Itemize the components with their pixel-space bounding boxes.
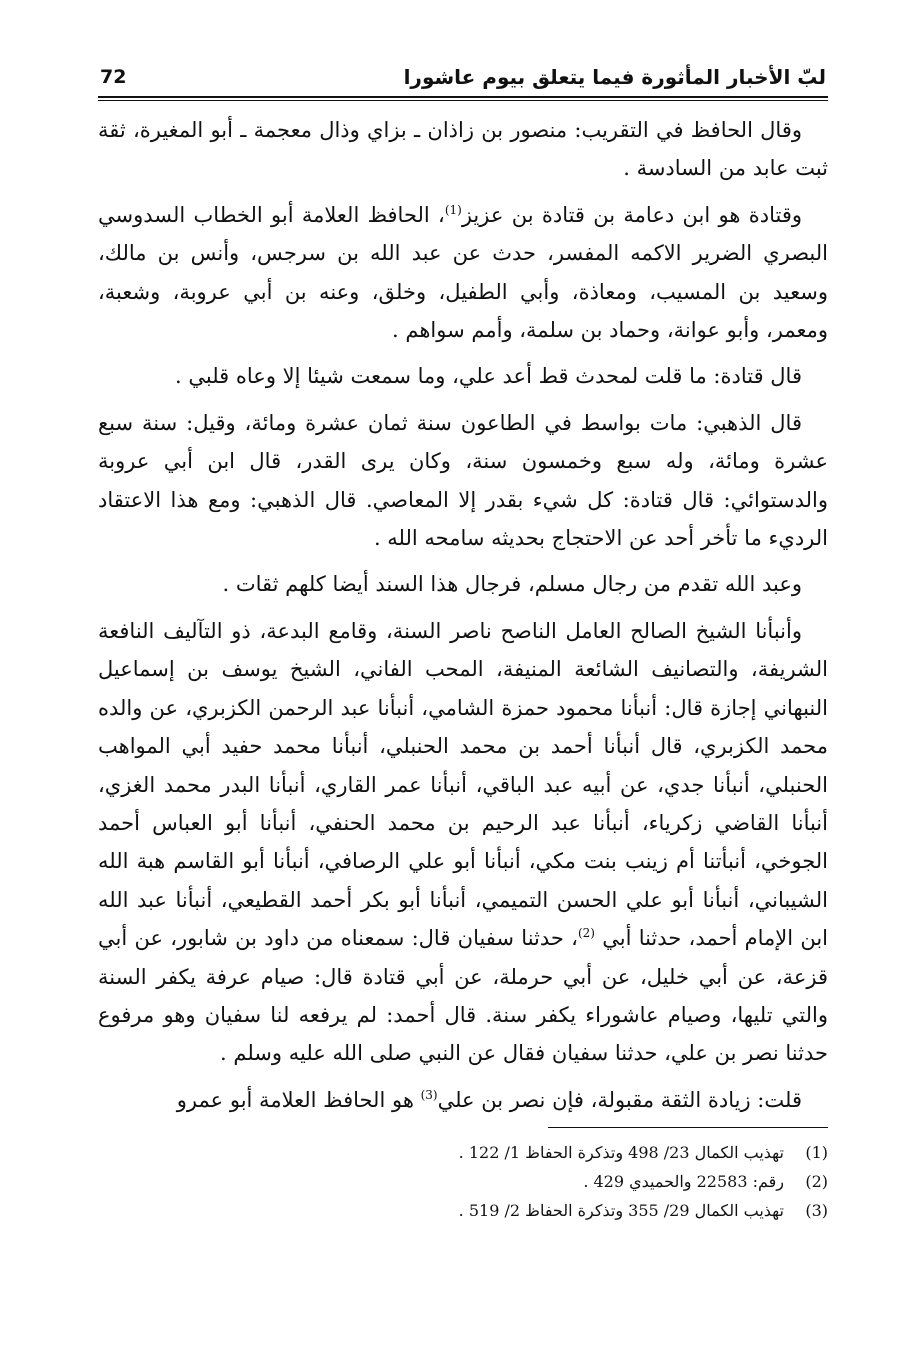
running-header [98,62,828,96]
footnote-number: (3) [805,1201,828,1221]
paragraph-4: قال الذهبي: مات بواسط في الطاعون سنة ثمان عشرة ومائة، وقيل: سنة سبع عشرة ومائة، وله سبع وخمسون سنة، وكان يرى القدر، قال ابن أبي عروبة والدستوائي: قال قتادة: كل شيء بقدر إلا المعاصي. قال الذهبي: ومع هذا الاعتقاد الرديء ما تأخر أحد عن الاحتجاج بحديثه سامحه الله . [98,410,828,551]
footnote-separator [548,1127,828,1128]
footnote-1 [98,1138,828,1167]
footnote-text: تهذيب الكمال 29/ 355 وتذكرة الحفاظ 2/ 519 . [458,1201,784,1221]
paragraph-7-part-2: هو الحافظ العلامة أبو عمرو [176,1087,421,1112]
header-title: لبّ الأخبار المأثورة فيما يتعلق بيوم عاشورا [403,65,826,89]
footnote-number: (1) [805,1143,828,1163]
paragraph-3: قال قتادة: ما قلت لمحدث قط أعد علي، وما سمعت شيئا إلا وعاه قلبي . [175,364,802,389]
paragraph-6-part-1: وأنبأنا الشيخ الصالح العامل الناصح ناصر السنة، وقامع البدعة، ذو التآليف النافعة الشريفة، والتصانيف الشائعة المنيفة، المحب الفاني، الشيخ يوسف بن إسماعيل النبهاني إجازة قال: أنبأنا محمود حمزة الشامي، أنبأنا عبد الرحمن الكزبري، عن والده محمد الكزبري، قال أنبأنا أحمد بن محمد الحنبلي، أنبأنا محمد حفيد أبي المواهب الحنبلي، أنبأنا جدي، عن أبيه عبد الباقي، أنبأنا عمر القاري، أنبأنا البدر محمد الغزي، أنبأنا القاضي زكرياء، أنبأنا عبد الرحيم بن محمد الحنفي، أنبأنا أبو العباس أحمد الجوخي، أنبأتنا أم زينب بنت مكي، أنبأنا أبو علي الرصافي، أنبأنا أبو القاسم هبة الله الشيباني، أنبأنا أبو علي الحسن التميمي، أنبأنا أبو بكر أحمد القطيعي، أنبأنا عبد الله ابن الإمام أحمد، حدثنا أبي [98,618,828,951]
paragraph-7 [98,1081,828,1119]
footnote-number: (2) [805,1172,828,1192]
header-rule-thin [98,100,828,101]
footnotes [98,1138,828,1225]
footnote-3 [98,1196,828,1225]
footnote-2 [98,1167,828,1196]
footnote-ref-2[interactable]: (2) [577,926,595,941]
paragraph-5: وعبد الله تقدم من رجال مسلم، فرجال هذا السند أيضا كلهم ثقات . [222,572,802,597]
footnote-ref-3[interactable]: (3) [420,1087,438,1102]
paragraph-2-part-1: وقتادة هو ابن دعامة بن قتادة بن عزيز [461,202,803,227]
paragraph-2-part-2: ، الحافظ العلامة أبو الخطاب السدوسي البصري الضرير الاكمه المفسر، حدث عن عبد الله بن سرجس، وأنس بن مالك، وسعيد بن المسيب، ومعاذة، وأبي الطفيل، وخلق، وعنه بن أبي عروبة، وشعبة، ومعمر، وأبو عوانة، وحماد بن سلمة، وأمم سواهم . [98,202,828,343]
header-rule-thick [98,96,828,98]
paragraph-1: وقال الحافظ في التقريب: منصور بن زاذان ـ بزاي وذال معجمة ـ أبو المغيرة، ثقة ثبت عابد من السادسة . [98,118,828,181]
footnote-ref-1[interactable]: (1) [444,202,462,217]
page-number: 72 [100,66,127,88]
paragraph-2 [98,196,828,350]
footnote-text: رقم: 22583 والحميدي 429 . [583,1172,784,1192]
footnote-text: تهذيب الكمال 23/ 498 وتذكرة الحفاظ 1/ 122 . [458,1143,784,1163]
paragraph-6 [98,612,828,1073]
paragraph-6-part-2: ، حدثنا سفيان قال: سمعناه من داود بن شابور، عن أبي قزعة، عن أبي خليل، عن أبي حرملة، عن أبي قتادة قال: صيام عرفة يكفر السنة والتي تليها، وصيام عاشوراء يكفر سنة. قال أحمد: لم يرفعه لنا سفيان وهو مرفوع حدثنا نصر بن علي، حدثنا سفيان فقال عن النبي صلى الله عليه وسلم . [98,926,828,1066]
paragraph-7-part-1: قلت: زيادة الثقة مقبولة، فإن نصر بن علي [437,1087,802,1112]
main-text [98,111,828,1119]
